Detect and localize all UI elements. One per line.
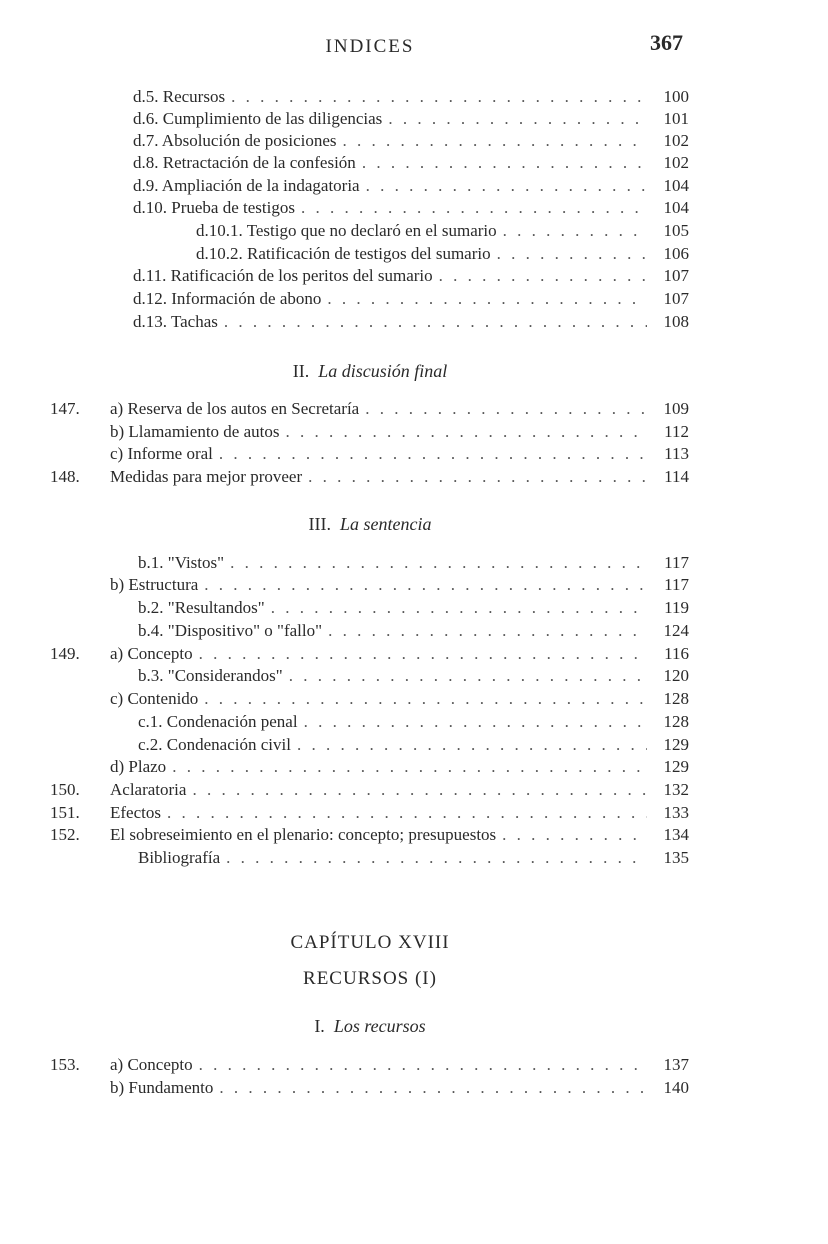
toc-entry: b) Llamamiento de autos . . . 112 bbox=[110, 421, 689, 443]
toc-entry: b) Estructura . . . 117 bbox=[110, 574, 689, 596]
toc-entry: c.2. Condenación civil . . . 129 bbox=[138, 734, 689, 756]
chapter-label: CAPÍTULO XVIII bbox=[290, 932, 450, 953]
section-number: 149. bbox=[50, 644, 80, 663]
toc-entry: d.10.2. Ratificación de testigos del sumario . . . 106 bbox=[196, 243, 689, 265]
toc-entry: d.10.1. Testigo que no declaró en el sumario . . . 105 bbox=[196, 220, 689, 242]
toc-entry: d.12. Información de abono . . . 107 bbox=[133, 288, 689, 310]
toc-entry: a) Concepto . . . 137 bbox=[110, 1054, 689, 1076]
toc-entry: b.3. "Considerandos" . . . 120 bbox=[138, 665, 689, 687]
section-number: 147. bbox=[50, 399, 80, 418]
chapter-title: RECURSOS (I) bbox=[303, 968, 437, 989]
toc-entry: d.6. Cumplimiento de las diligencias . . . 101 bbox=[133, 108, 689, 130]
toc-entry: d.10. Prueba de testigos . . . 104 bbox=[133, 197, 689, 219]
toc-entry: Aclaratoria . . . 132 bbox=[110, 779, 689, 801]
toc-entry: d.9. Ampliación de la indagatoria . . . 104 bbox=[133, 175, 689, 197]
section-number: 148. bbox=[50, 467, 80, 486]
running-title: INDICES bbox=[325, 36, 415, 57]
toc-entry: El sobreseimiento en el plenario: concepto; presupuestos . . . 134 bbox=[110, 824, 689, 846]
toc-entry: c) Contenido . . . 128 bbox=[110, 688, 689, 710]
section-number: 150. bbox=[50, 780, 80, 799]
toc-entry: a) Concepto . . . 116 bbox=[110, 643, 689, 665]
section-heading: II. La discusión final bbox=[292, 361, 448, 381]
toc-entry: Bibliografía . . . 135 bbox=[138, 847, 689, 869]
toc-entry: a) Reserva de los autos en Secretaría . . . 109 bbox=[110, 398, 689, 420]
toc-entry: c) Informe oral . . . 113 bbox=[110, 443, 689, 465]
toc-entry: b) Fundamento . . . 140 bbox=[110, 1077, 689, 1099]
toc-entry: d.8. Retractación de la confesión . . . 102 bbox=[133, 152, 689, 174]
toc-entry: d.11. Ratificación de los peritos del sumario . . . 107 bbox=[133, 265, 689, 287]
toc-entry: c.1. Condenación penal . . . 128 bbox=[138, 711, 689, 733]
toc-entry: b.1. "Vistos" . . . 117 bbox=[138, 552, 689, 574]
section-number: 153. bbox=[50, 1055, 80, 1074]
toc-entry: Efectos . . . 133 bbox=[110, 802, 689, 824]
section-number: 151. bbox=[50, 803, 80, 822]
section-heading: III. La sentencia bbox=[308, 514, 432, 534]
toc-entry: d.13. Tachas . . . 108 bbox=[133, 311, 689, 333]
page-number: 367 bbox=[650, 30, 683, 55]
toc-entry: d.7. Absolución de posiciones . . . 102 bbox=[133, 130, 689, 152]
toc-entry: b.2. "Resultandos" . . . 119 bbox=[138, 597, 689, 619]
toc-entry: d.5. Recursos . . . 100 bbox=[133, 86, 689, 108]
toc-entry: Medidas para mejor proveer . . . 114 bbox=[110, 466, 689, 488]
section-number: 152. bbox=[50, 825, 80, 844]
toc-entry: d) Plazo . . . 129 bbox=[110, 756, 689, 778]
section-heading: I. Los recursos bbox=[314, 1016, 426, 1036]
toc-entry: b.4. "Dispositivo" o "fallo" . . . 124 bbox=[138, 620, 689, 642]
